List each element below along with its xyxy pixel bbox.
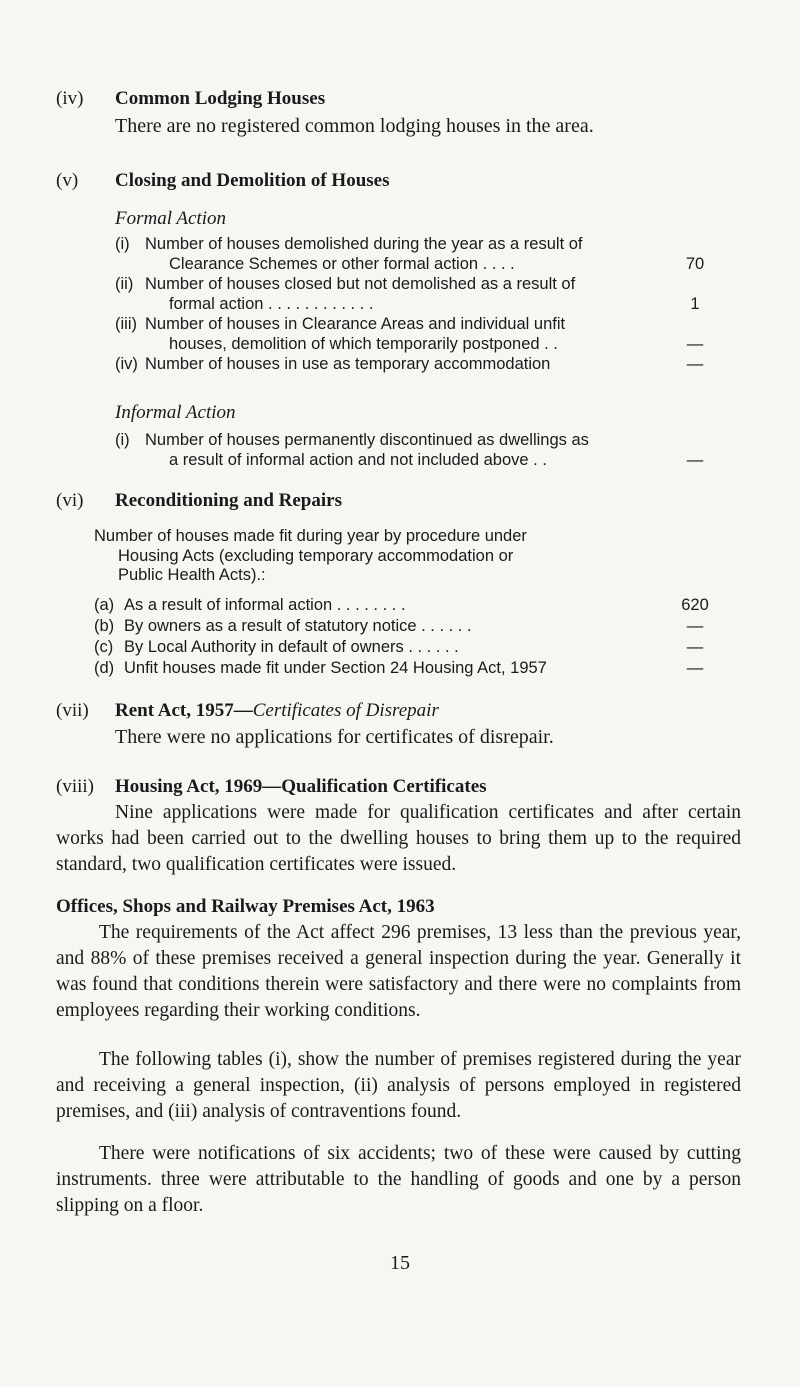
intro-line: Housing Acts (excluding temporary accommodation or bbox=[118, 546, 514, 565]
offices-paragraph-2: The following tables (i), show the number of premises registered during the year and receiving a general inspection, (ii) analysis of persons employed in registered premises, and (iii) analysis of contraventions found. bbox=[56, 1049, 741, 1122]
item-text: Number of houses closed but not demolished as a result of bbox=[145, 275, 576, 293]
offices-paragraph-3: There were notifications of six accidents; two of these were caused by cutting instruments. three were attributable to the handling of goods and one by a person slipping on a floor. bbox=[56, 1143, 741, 1216]
repair-item-c bbox=[94, 638, 674, 658]
item-number: (c) bbox=[94, 638, 114, 656]
item-text-cont: Clearance Schemes or other formal action . . . . bbox=[169, 254, 515, 273]
formal-item-i bbox=[115, 235, 670, 274]
item-text: As a result of informal action . . . . . . . . bbox=[124, 596, 406, 614]
item-number: (d) bbox=[94, 659, 115, 677]
item-number: (i) bbox=[115, 235, 130, 253]
item-text: Unfit houses made fit under Section 24 Housing Act, 1957 bbox=[124, 659, 547, 677]
page-number: 15 bbox=[390, 1252, 410, 1274]
formal-item-ii-value: 1 bbox=[690, 295, 700, 313]
item-text-cont: houses, demolition of which temporarily postponed . . bbox=[169, 334, 558, 353]
paragraph-text: Nine applications were made for qualification certificates and after certain works had been carried out to the dwelling houses to bring them up to the required standard, two qualification certificates were issued. bbox=[56, 802, 741, 875]
item-number: (iii) bbox=[115, 315, 137, 333]
item-text: Number of houses in Clearance Areas and individual unfit bbox=[145, 315, 566, 333]
informal-item-i bbox=[115, 431, 670, 470]
intro-line: Number of houses made fit during year by procedure under bbox=[94, 527, 527, 545]
heading-italic-part: Certificates of Disrepair bbox=[252, 700, 439, 721]
section-vi-intro bbox=[94, 527, 694, 586]
section-v-number: (v) bbox=[56, 170, 79, 191]
section-iv-number: (iv) bbox=[56, 88, 84, 109]
formal-item-iv bbox=[115, 355, 670, 375]
section-vi-heading: Reconditioning and Repairs bbox=[115, 490, 342, 511]
repair-item-b-value: — bbox=[686, 617, 704, 635]
repair-item-b bbox=[94, 617, 674, 637]
section-iv-heading: Common Lodging Houses bbox=[115, 88, 326, 109]
offices-heading: Offices, Shops and Railway Premises Act, 1963 bbox=[56, 896, 435, 917]
item-text: By owners as a result of statutory notice . . . . . . bbox=[124, 617, 472, 635]
section-vi-number: (vi) bbox=[56, 490, 84, 511]
item-number: (b) bbox=[94, 617, 115, 635]
formal-item-ii bbox=[115, 275, 670, 314]
repair-item-a bbox=[94, 596, 674, 616]
item-number: (a) bbox=[94, 596, 115, 614]
item-number: (i) bbox=[115, 431, 130, 449]
repair-item-d bbox=[94, 659, 674, 679]
intro-line: Public Health Acts).: bbox=[118, 566, 266, 584]
item-text: Number of houses in use as temporary accommodation bbox=[145, 355, 551, 373]
formal-item-iii bbox=[115, 315, 670, 354]
item-text-cont: a result of informal action and not included above . . bbox=[169, 450, 547, 469]
section-v-heading: Closing and Demolition of Houses bbox=[115, 170, 390, 191]
formal-item-i-value: 70 bbox=[685, 255, 705, 273]
formal-item-iv-value: — bbox=[686, 355, 704, 373]
informal-item-i-value: — bbox=[686, 451, 704, 469]
section-vii-number: (vii) bbox=[56, 700, 89, 721]
item-text: By Local Authority in default of owners . . . . . . bbox=[124, 638, 459, 656]
formal-action-subheading: Formal Action bbox=[115, 208, 227, 229]
section-viii-text bbox=[56, 800, 741, 878]
item-number: (iv) bbox=[115, 355, 138, 373]
item-text: Number of houses demolished during the year as a result of bbox=[145, 235, 583, 253]
item-text-cont: formal action . . . . . . . . . . . . bbox=[169, 294, 374, 313]
repair-item-a-value: 620 bbox=[681, 596, 709, 614]
offices-paragraph-1: The requirements of the Act affect 296 premises, 13 less than the previous year, and 88% of these premises received a general inspection during the year. Generally it was found that conditions therein were satisfactory and there were no complaints from employees regarding their working conditions. bbox=[56, 922, 741, 1021]
informal-action-subheading: Informal Action bbox=[115, 402, 236, 423]
section-viii-heading: Housing Act, 1969—Qualification Certificates bbox=[115, 776, 487, 797]
item-number: (ii) bbox=[115, 275, 134, 293]
section-viii-number: (viii) bbox=[56, 776, 94, 797]
section-vii-text: There were no applications for certificates of disrepair. bbox=[115, 726, 554, 748]
repair-item-d-value: — bbox=[686, 659, 704, 677]
formal-item-iii-value: — bbox=[686, 335, 704, 353]
section-vii-heading bbox=[115, 700, 439, 722]
item-text: Number of houses permanently discontinued as dwellings as bbox=[145, 431, 589, 449]
repair-item-c-value: — bbox=[686, 638, 704, 656]
section-iv-text: There are no registered common lodging houses in the area. bbox=[115, 115, 594, 137]
heading-bold-part: Rent Act, 1957— bbox=[115, 700, 253, 721]
